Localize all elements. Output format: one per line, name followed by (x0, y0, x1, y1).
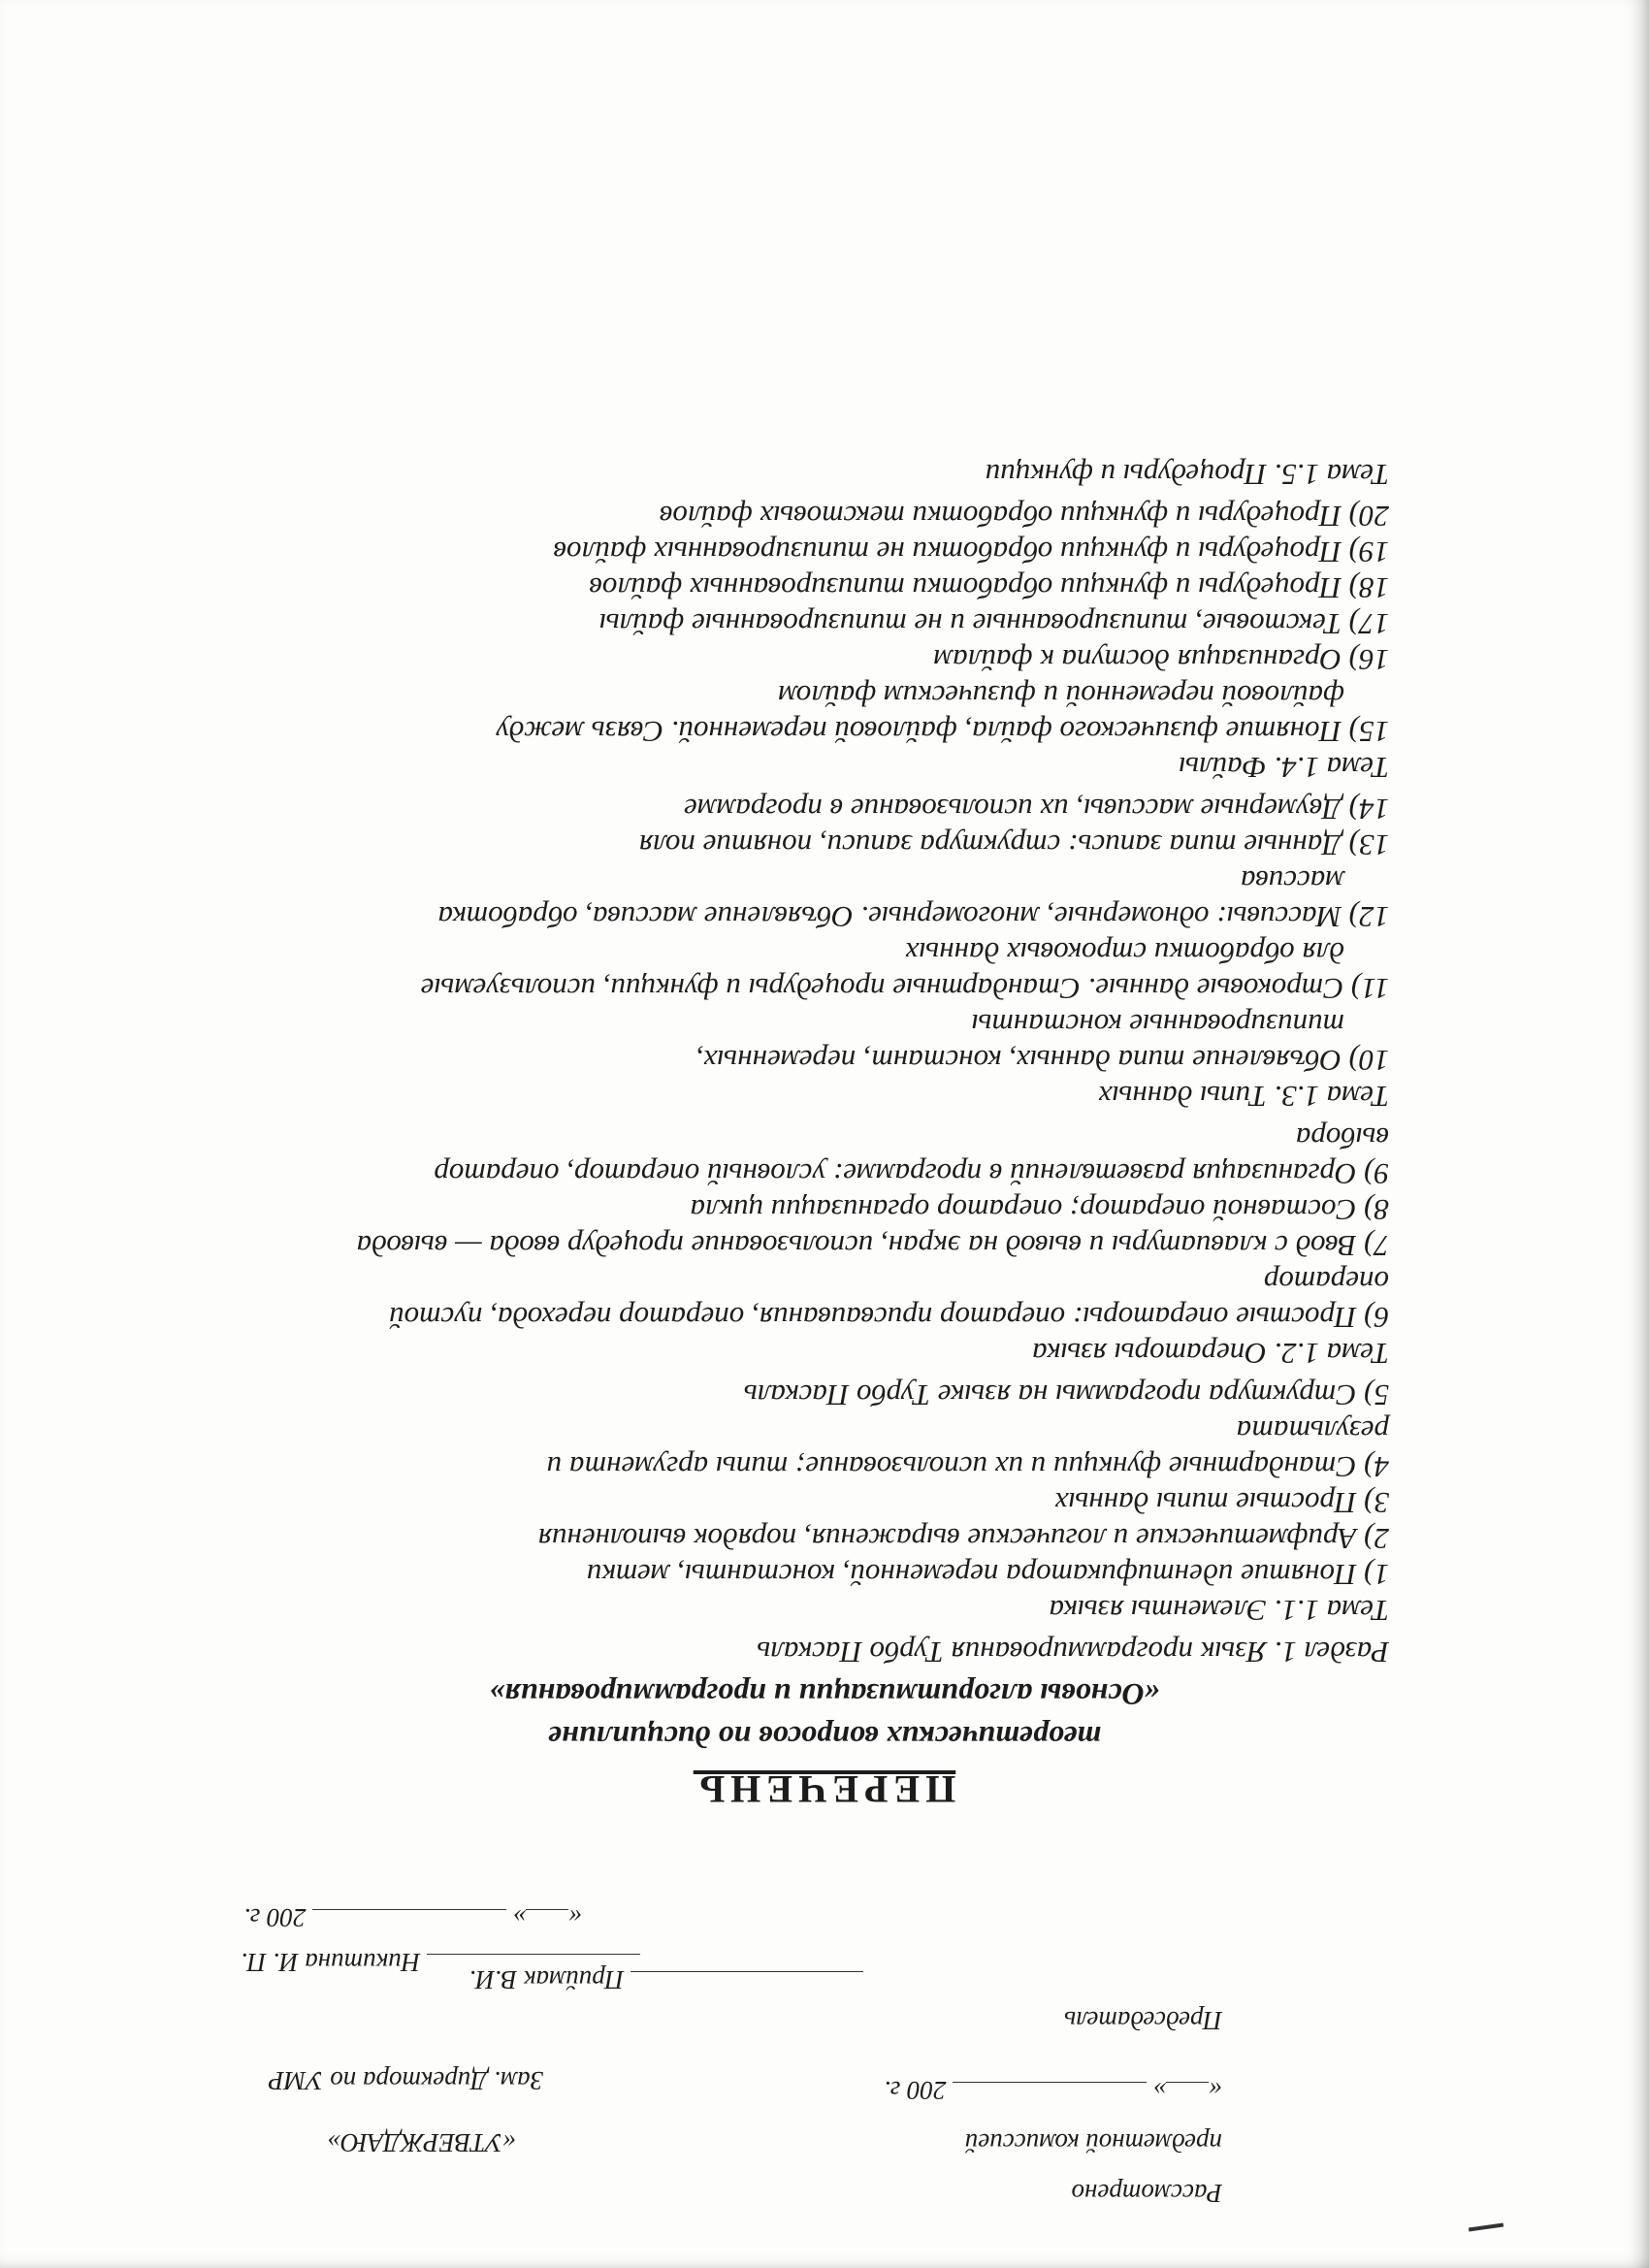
question-item: 14) Двумерные массивы, их использование в программе (684, 793, 1389, 826)
reviewed-commission: предметной комиссией (964, 2128, 1222, 2157)
title-block (0, 1673, 1649, 1812)
date-close-quote: » (1153, 2076, 1167, 2105)
date-open-quote: « (568, 1903, 582, 1932)
question-item: 13) Данные типа запись: структура записи, понятие поля (638, 828, 1389, 862)
date-year: 200 г. (243, 1903, 307, 1932)
chairman-role: Председатель (1064, 2006, 1222, 2035)
question-continuation: массива (1240, 864, 1344, 898)
topic-heading: Тема 1.1. Элементы языка (1049, 1594, 1389, 1628)
topic-heading: Тема 1.4. Файлы (1179, 751, 1389, 785)
question-item: 7) Ввод с клавиатуры и вывод на экран, использование процедур ввода — вывода (356, 1229, 1389, 1263)
topic-heading: Тема 1.3. Типы данных (1098, 1080, 1389, 1114)
approver-name: Приймак В.И. (469, 1965, 625, 1994)
approve-label: «УТВЕРЖДАЮ» (327, 2128, 516, 2157)
question-item: 4) Стандартные функции и их использование; типы аргумента и (546, 1450, 1389, 1484)
month-blank-line (953, 2082, 1147, 2104)
question-item: 15) Понятие физического файла, файловой переменной. Связь между (496, 715, 1389, 749)
question-item: 18) Процедуры и функции обработки типизированных файлов (589, 571, 1389, 605)
question-item: 11) Строковые данные. Стандартные процедуры и функции, используемые (420, 972, 1389, 1006)
question-item: 10) Объявление типа данных, констант, переменных, (695, 1044, 1389, 1078)
question-item: 16) Организация доступа к файлам (933, 643, 1389, 677)
questions-list (0, 457, 1389, 1676)
approve-date (243, 1902, 582, 1932)
subtitle-line-2: «Основы алгоритмизации и программирования» (489, 1677, 1160, 1712)
question-item: 5) Структура программы на языке Турбо Паскаль (743, 1378, 1389, 1412)
month-blank-line (312, 1909, 506, 1931)
question-item: 6) Простые операторы: оператор присваивания, оператор перехода, пустой (389, 1301, 1389, 1335)
question-item: 19) Процедуры и функции обработки не типизированных файлов (553, 535, 1389, 569)
subtitle-line-1: теоретических вопросов по дисциплине (547, 1720, 1102, 1755)
approval-header (0, 1783, 1649, 2268)
question-item: 17) Текстовые, типизированные и не типизированные файлы (598, 607, 1389, 641)
question-item: 8) Составной оператор; оператор организации цикла (690, 1193, 1389, 1227)
question-item: 9) Организация разветвлений в программе: условный оператор, оператор (434, 1157, 1389, 1191)
approve-role: Зам. Директора по УМР (268, 2066, 543, 2095)
page-title: ПЕРЕЧЕНЬ (693, 1767, 956, 1811)
chairman-name: Никитина И. П. (241, 1948, 421, 1977)
question-continuation: выбора (1295, 1121, 1389, 1155)
approve-signature (469, 1964, 863, 1994)
question-continuation: файловой переменной и физическим файлом (778, 679, 1344, 713)
date-close-quote: » (513, 1903, 527, 1932)
date-year: 200 г. (884, 2076, 947, 2105)
date-open-quote: « (1209, 2076, 1222, 2105)
question-continuation: типизированные константы (971, 1008, 1344, 1042)
reviewed-date (884, 2075, 1222, 2105)
question-item: 1) Понятие идентификатора переменной, константы, метки (586, 1558, 1389, 1592)
question-item: 3) Простые типы данных (1054, 1486, 1389, 1520)
question-continuation: результата (1236, 1414, 1389, 1448)
reviewed-label: Рассмотрено (1071, 2179, 1222, 2208)
question-continuation: оператор (1263, 1265, 1389, 1299)
question-item: 12) Массивы: одномерные, многомерные. Объявление массива, обработка (437, 900, 1389, 934)
question-item: 2) Арифметические и логические выражения, порядок выполнения (537, 1522, 1389, 1556)
question-continuation: для обработки строковых данных (905, 936, 1344, 970)
section-heading: Раздел 1. Язык программирования Турбо Паскаль (757, 1636, 1389, 1669)
topic-heading: Тема 1.2. Операторы языка (1032, 1337, 1389, 1371)
topic-heading: Тема 1.5. Процедуры и функции (985, 458, 1389, 492)
day-blank-line (1167, 2082, 1210, 2104)
day-blank-line (527, 1909, 569, 1931)
signature-blank-line (630, 1971, 863, 1993)
question-item: 20) Процедуры и функции обработки текстовых файлов (659, 500, 1389, 534)
